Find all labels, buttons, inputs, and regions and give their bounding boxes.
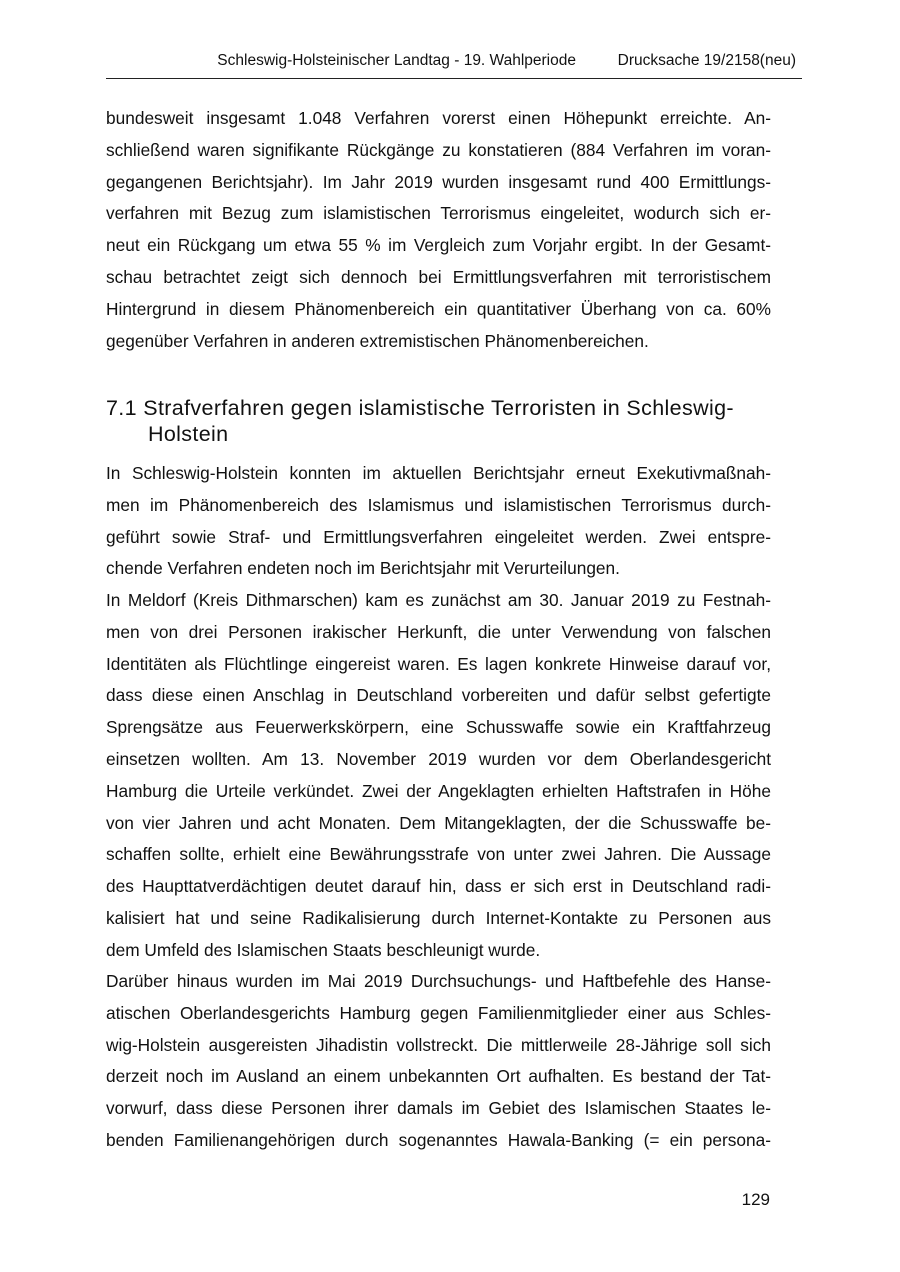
text-line: einsetzen wollten. Am 13. November 2019 wurden vor dem Oberlandesgericht xyxy=(106,748,771,769)
text-line: verfahren mit Bezug zum islamistischen Terrorismus eingeleitet, wodurch sich er- xyxy=(106,203,771,224)
section-title-line2: Holstein xyxy=(148,422,229,446)
section-number: 7.1 xyxy=(106,396,137,420)
page-header xyxy=(106,52,802,79)
text-line: von vier Jahren und acht Monaten. Dem Mitangeklagten, der die Schusswaffe be- xyxy=(106,812,771,833)
text-line: geführt sowie Straf- und Ermittlungsverfahren eingeleitet werden. Zwei entspre- xyxy=(106,526,771,547)
text-line: Darüber hinaus wurden im Mai 2019 Durchsuchungs- und Haftbefehle des Hanse- xyxy=(106,971,771,991)
body-paragraph-1 xyxy=(106,458,771,585)
header-title: Schleswig-Holsteinischer Landtag - 19. Wahlperiode xyxy=(217,52,576,69)
text-line: gegangenen Berichtsjahr). Im Jahr 2019 wurden insgesamt rund 400 Ermittlungs- xyxy=(106,171,771,192)
text-line: chende Verfahren endeten noch im Berichtsjahr mit Verurteilungen. xyxy=(106,558,620,579)
text-line: neut ein Rückgang um etwa 55 % im Vergleich zum Vorjahr ergibt. In der Gesamt- xyxy=(106,235,771,256)
text-line: men von drei Personen irakischer Herkunft, die unter Verwendung von falschen xyxy=(106,621,771,642)
text-line: gegenüber Verfahren in anderen extremistischen Phänomenbereichen. xyxy=(106,330,649,351)
text-line: wig-Holstein ausgereisten Jihadistin vollstreckt. Die mittlerweile 28-Jährige soll sich xyxy=(106,1034,771,1055)
text-line: kalisiert hat und seine Radikalisierung durch Internet-Kontakte zu Personen aus xyxy=(106,907,771,928)
body-paragraph-2 xyxy=(106,585,771,967)
text-line: atischen Oberlandesgerichts Hamburg gegen Familienmitglieder einer aus Schles- xyxy=(106,1002,771,1023)
text-line: Sprengsätze aus Feuerwerkskörpern, eine Schusswaffe sowie ein Kraftfahrzeug xyxy=(106,717,771,738)
page-number: 129 xyxy=(741,1190,770,1209)
text-line: schau betrachtet zeigt sich dennoch bei Ermittlungsverfahren mit terroristischem xyxy=(106,266,771,287)
section-heading xyxy=(106,395,786,447)
text-line: In Meldorf (Kreis Dithmarschen) kam es zunächst am 30. Januar 2019 zu Festnah- xyxy=(106,590,771,610)
document-number: Drucksache 19/2158(neu) xyxy=(617,52,796,69)
text-line: schaffen sollte, erhielt eine Bewährungsstrafe von unter zwei Jahren. Die Aussage xyxy=(106,844,771,865)
text-line: bundesweit insgesamt 1.048 Verfahren vorerst einen Höhepunkt erreichte. An- xyxy=(106,108,771,128)
text-line: men im Phänomenbereich des Islamismus und islamistischen Terrorismus durch- xyxy=(106,494,771,515)
text-line: dem Umfeld des Islamischen Staats beschleunigt wurde. xyxy=(106,939,541,960)
text-line: schließend waren signifikante Rückgänge zu konstatieren (884 Verfahren im voran- xyxy=(106,139,771,160)
text-line: des Haupttatverdächtigen deutet darauf hin, dass er sich erst in Deutschland radi- xyxy=(106,876,771,897)
text-line: Hintergrund in diesem Phänomenbereich ein quantitativer Überhang von ca. 60% xyxy=(106,298,771,319)
section-title-line1: Strafverfahren gegen islamistische Terroristen in Schleswig- xyxy=(143,396,734,420)
intro-paragraph xyxy=(106,103,771,357)
text-line: vorwurf, dass diese Personen ihrer damals im Gebiet des Islamischen Staates le- xyxy=(106,1098,771,1119)
text-line: Hamburg die Urteile verkündet. Zwei der Angeklagten erhielten Haftstrafen in Höhe xyxy=(106,780,771,801)
body-paragraph-3 xyxy=(106,966,771,1157)
text-line: benden Familienangehörigen durch sogenanntes Hawala-Banking (= ein persona- xyxy=(106,1129,771,1150)
text-line: Identitäten als Flüchtlinge eingereist waren. Es lagen konkrete Hinweise darauf vor, xyxy=(106,653,771,674)
text-line: derzeit noch im Ausland an einem unbekannten Ort aufhalten. Es bestand der Tat- xyxy=(106,1066,771,1087)
text-line: In Schleswig-Holstein konnten im aktuellen Berichtsjahr erneut Exekutivmaßnah- xyxy=(106,463,771,483)
text-line: dass diese einen Anschlag in Deutschland vorbereiten und dafür selbst gefertigte xyxy=(106,685,771,706)
